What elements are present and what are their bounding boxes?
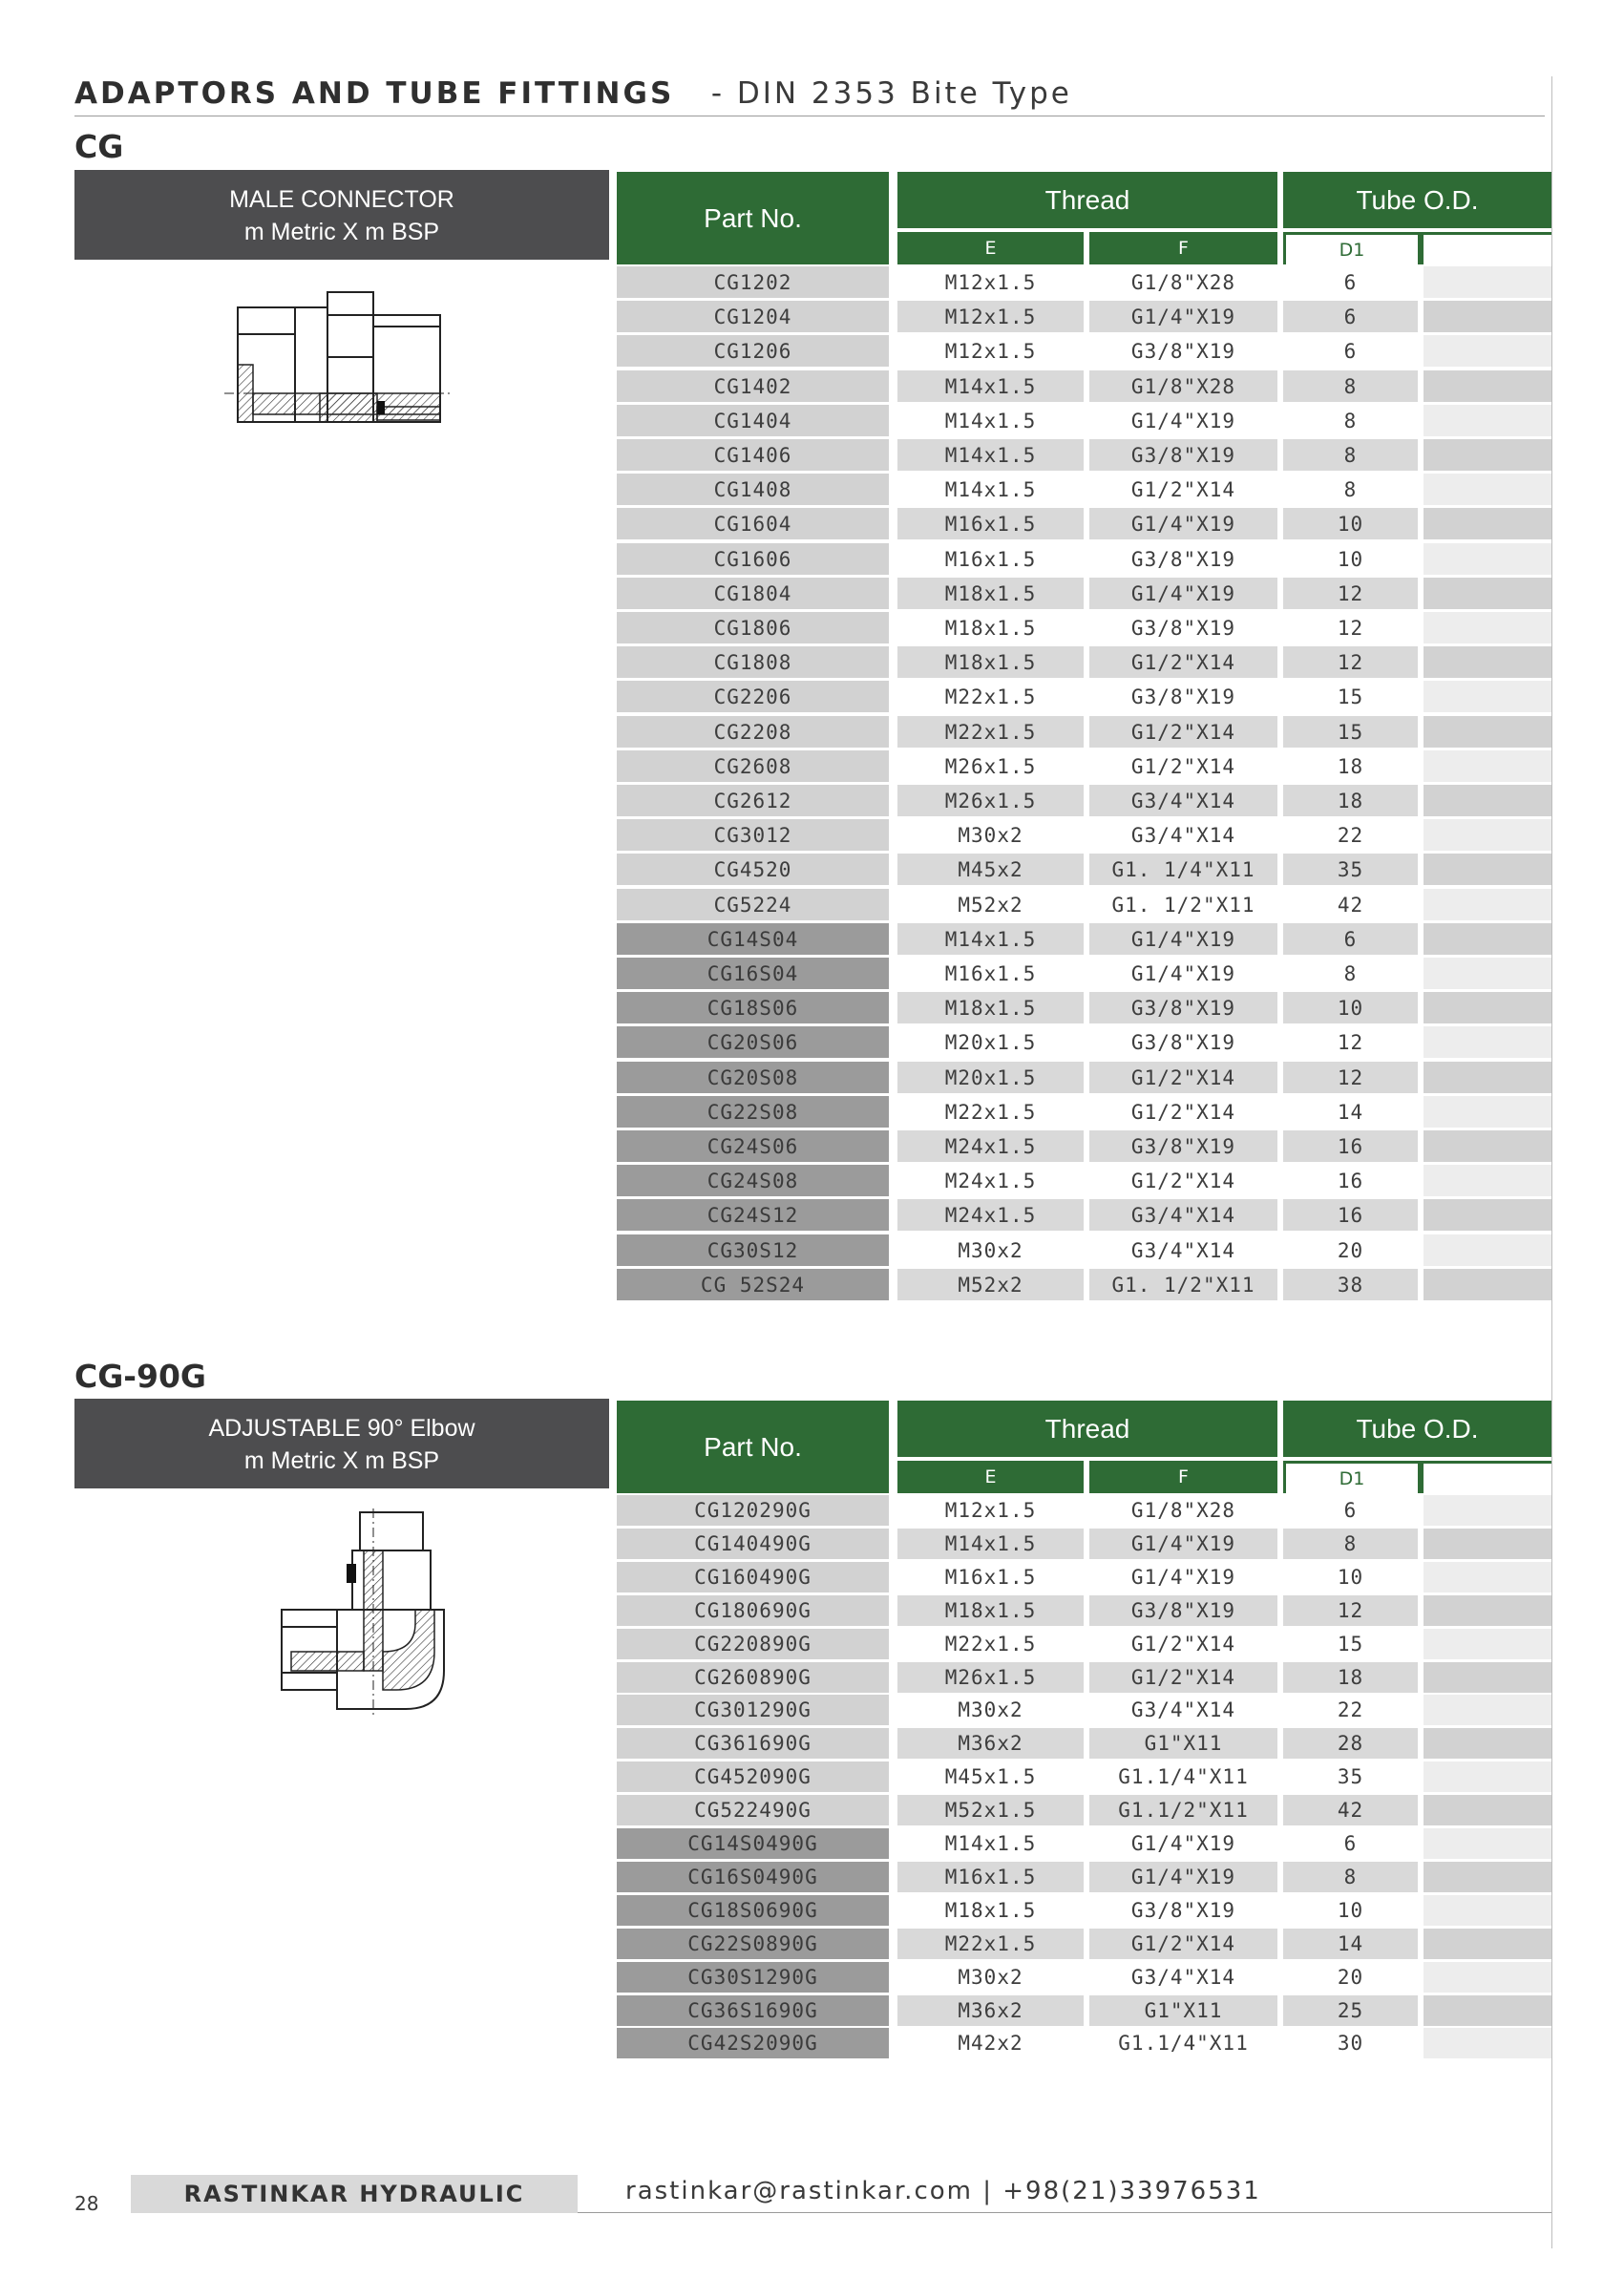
cell-thread-f: G1/2"X14 [1089,1165,1277,1196]
cell-thread-f: G1/2"X14 [1089,1929,1277,1959]
cell-blank [1424,543,1551,575]
cell-thread-f: G1/4"X19 [1089,508,1277,539]
cell-thread-f: G3/8"X19 [1089,1595,1277,1626]
column-header-e: E [897,232,1084,264]
cell-thread-e: M42x2 [897,2028,1084,2058]
cell-tube-od: 8 [1283,439,1418,471]
cell-tube-od: 10 [1283,1562,1418,1592]
cell-tube-od: 28 [1283,1728,1418,1759]
cell-thread-f: G1/8"X28 [1089,370,1277,402]
cell-tube-od: 10 [1283,992,1418,1023]
cell-thread-e: M14x1.5 [897,923,1084,955]
cell-tube-od: 22 [1283,1695,1418,1725]
cell-tube-od: 8 [1283,474,1418,505]
cell-tube-od: 30 [1283,2028,1418,2058]
cell-blank [1424,1795,1551,1825]
column-header-blank [1424,235,1551,264]
cell-part-no: CG1604 [617,508,889,539]
cell-part-no: CG1806 [617,612,889,643]
male-connector-drawing-icon [224,286,453,439]
cell-thread-f: G3/4"X14 [1089,819,1277,851]
cell-blank [1424,1026,1551,1058]
cell-blank [1424,854,1551,885]
cell-thread-e: M14x1.5 [897,474,1084,505]
cell-thread-e: M20x1.5 [897,1062,1084,1093]
cell-thread-f: G1/8"X28 [1089,1495,1277,1526]
footer-divider [578,2212,1551,2213]
cell-part-no: CG2608 [617,750,889,782]
cell-tube-od: 8 [1283,958,1418,989]
cell-part-no: CG16S0490G [617,1862,889,1892]
section-description-cg [74,170,609,260]
cell-part-no: CG1202 [617,266,889,298]
cell-thread-f: G1/2"X14 [1089,750,1277,782]
cell-tube-od: 20 [1283,1962,1418,1993]
cell-tube-od: 14 [1283,1096,1418,1128]
cell-blank [1424,785,1551,816]
cell-blank [1424,2028,1551,2058]
cell-part-no: CG 52S24 [617,1269,889,1300]
cell-thread-e: M16x1.5 [897,1562,1084,1592]
cell-tube-od: 6 [1283,301,1418,332]
cell-thread-e: M18x1.5 [897,612,1084,643]
cell-blank [1424,508,1551,539]
cell-thread-e: M18x1.5 [897,1895,1084,1926]
cell-tube-od: 42 [1283,889,1418,920]
cell-blank [1424,819,1551,851]
cell-tube-od: 6 [1283,266,1418,298]
cell-thread-e: M16x1.5 [897,1862,1084,1892]
cell-thread-f: G1/4"X19 [1089,1862,1277,1892]
cell-blank [1424,1062,1551,1093]
cell-part-no: CG180690G [617,1595,889,1626]
cell-tube-od: 25 [1283,1995,1418,2026]
cell-blank [1424,1695,1551,1725]
cell-thread-e: M22x1.5 [897,1096,1084,1128]
cell-part-no: CG18S0690G [617,1895,889,1926]
cell-part-no: CG140490G [617,1529,889,1559]
cell-thread-f: G1/4"X19 [1089,923,1277,955]
cell-tube-od: 18 [1283,750,1418,782]
cell-thread-e: M30x2 [897,1234,1084,1266]
column-header-d1: D1 [1286,235,1418,264]
cell-thread-e: M18x1.5 [897,992,1084,1023]
cell-blank [1424,681,1551,712]
cell-thread-f: G1.1/2"X11 [1089,1795,1277,1825]
cell-thread-f: G1.1/4"X11 [1089,2028,1277,2058]
cell-tube-od: 8 [1283,370,1418,402]
cell-thread-e: M26x1.5 [897,1662,1084,1693]
section-code-cg: CG [74,128,124,165]
cell-blank [1424,1595,1551,1626]
column-header-thread: Thread [897,1401,1277,1457]
cell-thread-f: G1/8"X28 [1089,266,1277,298]
cell-blank [1424,1828,1551,1859]
cell-tube-od: 10 [1283,508,1418,539]
cell-thread-e: M26x1.5 [897,785,1084,816]
cell-blank [1424,1728,1551,1759]
cell-blank [1424,1096,1551,1128]
cell-thread-e: M18x1.5 [897,578,1084,609]
cell-thread-f: G3/8"X19 [1089,612,1277,643]
cell-thread-f: G3/4"X14 [1089,1199,1277,1231]
cell-thread-e: M26x1.5 [897,750,1084,782]
cell-thread-f: G1/4"X19 [1089,958,1277,989]
cell-thread-f: G1.1/4"X11 [1089,1761,1277,1792]
cell-part-no: CG2208 [617,716,889,748]
cell-thread-e: M52x2 [897,1269,1084,1300]
cell-thread-f: G1/2"X14 [1089,1662,1277,1693]
cell-blank [1424,405,1551,436]
cell-tube-od: 18 [1283,1662,1418,1693]
cell-thread-f: G1/2"X14 [1089,474,1277,505]
cell-part-no: CG1408 [617,474,889,505]
cell-thread-e: M12x1.5 [897,335,1084,367]
header-title-rest: - DIN 2353 Bite Type [710,76,1072,111]
cell-tube-od: 12 [1283,646,1418,678]
cell-blank [1424,1962,1551,1993]
cell-thread-e: M24x1.5 [897,1130,1084,1162]
cell-thread-f: G1. 1/4"X11 [1089,854,1277,885]
cell-blank [1424,1199,1551,1231]
cell-part-no: CG1804 [617,578,889,609]
cell-thread-e: M45x2 [897,854,1084,885]
cell-blank [1424,335,1551,367]
cell-thread-e: M14x1.5 [897,1828,1084,1859]
section-description-cg-90g [74,1399,609,1488]
cell-tube-od: 42 [1283,1795,1418,1825]
cell-thread-e: M14x1.5 [897,439,1084,471]
cell-thread-e: M22x1.5 [897,716,1084,748]
cell-part-no: CG30S1290G [617,1962,889,1993]
column-header-f: F [1089,232,1277,264]
cell-blank [1424,923,1551,955]
cell-blank [1424,958,1551,989]
cell-tube-od: 6 [1283,923,1418,955]
cell-thread-e: M24x1.5 [897,1165,1084,1196]
cell-part-no: CG18S06 [617,992,889,1023]
cell-blank [1424,1165,1551,1196]
cell-blank [1424,1269,1551,1300]
cell-blank [1424,439,1551,471]
cell-tube-od: 16 [1283,1165,1418,1196]
cell-thread-f: G1/2"X14 [1089,716,1277,748]
cell-thread-f: G3/8"X19 [1089,1130,1277,1162]
cell-blank [1424,1562,1551,1592]
cell-blank [1424,1929,1551,1959]
cell-part-no: CG22S0890G [617,1929,889,1959]
cell-blank [1424,266,1551,298]
cell-tube-od: 20 [1283,1234,1418,1266]
cell-part-no: CG14S04 [617,923,889,955]
cell-part-no: CG14S0490G [617,1828,889,1859]
cell-part-no: CG1808 [617,646,889,678]
cell-tube-od: 12 [1283,1062,1418,1093]
column-header-tube-od: Tube O.D. [1283,172,1551,228]
cell-blank [1424,1895,1551,1926]
elbow-fitting-drawing-icon [272,1508,463,1719]
cell-part-no: CG522490G [617,1795,889,1825]
cell-thread-e: M16x1.5 [897,543,1084,575]
column-header-e: E [897,1461,1084,1493]
cell-part-no: CG36S1690G [617,1995,889,2026]
cell-thread-f: G1/4"X19 [1089,578,1277,609]
cell-part-no: CG1606 [617,543,889,575]
cell-blank [1424,474,1551,505]
cell-part-no: CG4520 [617,854,889,885]
cell-part-no: CG3012 [617,819,889,851]
cell-blank [1424,1529,1551,1559]
cell-thread-e: M36x2 [897,1995,1084,2026]
cell-part-no: CG120290G [617,1495,889,1526]
description-line-2: m Metric X m BSP [243,1447,440,1474]
column-header-thread: Thread [897,172,1277,228]
cell-thread-e: M30x2 [897,819,1084,851]
cell-thread-f: G3/8"X19 [1089,543,1277,575]
cell-tube-od: 12 [1283,1026,1418,1058]
cell-thread-f: G3/8"X19 [1089,1895,1277,1926]
cell-part-no: CG5224 [617,889,889,920]
cell-blank [1424,1662,1551,1693]
cell-thread-e: M52x1.5 [897,1795,1084,1825]
cell-tube-od: 10 [1283,543,1418,575]
cell-part-no: CG1402 [617,370,889,402]
cell-blank [1424,1761,1551,1792]
cell-tube-od: 6 [1283,335,1418,367]
cell-blank [1424,1495,1551,1526]
cell-tube-od: 38 [1283,1269,1418,1300]
cell-thread-e: M16x1.5 [897,958,1084,989]
cell-thread-e: M30x2 [897,1695,1084,1725]
cell-thread-e: M22x1.5 [897,1629,1084,1659]
cell-blank [1424,578,1551,609]
cell-thread-e: M20x1.5 [897,1026,1084,1058]
cell-part-no: CG22S08 [617,1096,889,1128]
cell-thread-e: M16x1.5 [897,508,1084,539]
cell-thread-f: G1. 1/2"X11 [1089,889,1277,920]
cell-tube-od: 12 [1283,1595,1418,1626]
cell-thread-e: M14x1.5 [897,370,1084,402]
right-margin-line [1551,76,1552,2248]
footer-brand: RASTINKAR HYDRAULIC [131,2175,578,2213]
cell-blank [1424,716,1551,748]
cell-thread-f: G1"X11 [1089,1728,1277,1759]
cell-blank [1424,646,1551,678]
cell-thread-f: G1/2"X14 [1089,646,1277,678]
cell-blank [1424,612,1551,643]
page-number: 28 [74,2192,99,2215]
cell-part-no: CG2206 [617,681,889,712]
cell-part-no: CG361690G [617,1728,889,1759]
cell-thread-f: G3/8"X19 [1089,1026,1277,1058]
page-header [74,76,1072,111]
cell-part-no: CG1204 [617,301,889,332]
cell-part-no: CG42S2090G [617,2028,889,2058]
cell-tube-od: 6 [1283,1495,1418,1526]
cell-part-no: CG16S04 [617,958,889,989]
cell-thread-f: G1/2"X14 [1089,1062,1277,1093]
cell-part-no: CG24S12 [617,1199,889,1231]
cell-blank [1424,889,1551,920]
cell-tube-od: 35 [1283,854,1418,885]
cell-part-no: CG1404 [617,405,889,436]
column-header-part-no: Part No. [617,1401,889,1493]
column-header-blank [1424,1464,1551,1493]
cell-part-no: CG30S12 [617,1234,889,1266]
description-line-2: m Metric X m BSP [243,219,440,245]
cell-blank [1424,1234,1551,1266]
cell-blank [1424,750,1551,782]
cell-thread-e: M18x1.5 [897,1595,1084,1626]
cell-thread-e: M22x1.5 [897,681,1084,712]
cell-thread-f: G1. 1/2"X11 [1089,1269,1277,1300]
cell-thread-e: M22x1.5 [897,1929,1084,1959]
cell-thread-e: M12x1.5 [897,301,1084,332]
column-header-f: F [1089,1461,1277,1493]
cell-tube-od: 10 [1283,1895,1418,1926]
cell-part-no: CG301290G [617,1695,889,1725]
cell-part-no: CG260890G [617,1662,889,1693]
cell-tube-od: 16 [1283,1199,1418,1231]
cell-part-no: CG20S08 [617,1062,889,1093]
cell-tube-od: 15 [1283,681,1418,712]
cell-thread-e: M18x1.5 [897,646,1084,678]
cell-part-no: CG160490G [617,1562,889,1592]
cell-thread-e: M45x1.5 [897,1761,1084,1792]
cell-thread-f: G3/4"X14 [1089,1962,1277,1993]
cell-thread-f: G1/4"X19 [1089,405,1277,436]
column-header-d1: D1 [1286,1464,1418,1493]
section-code-cg-90g: CG-90G [74,1358,207,1395]
cell-thread-f: G3/8"X19 [1089,681,1277,712]
cell-part-no: CG24S08 [617,1165,889,1196]
cell-tube-od: 12 [1283,612,1418,643]
cell-part-no: CG24S06 [617,1130,889,1162]
cell-part-no: CG20S06 [617,1026,889,1058]
cell-blank [1424,1995,1551,2026]
cell-tube-od: 16 [1283,1130,1418,1162]
cell-part-no: CG1406 [617,439,889,471]
column-header-tube-od: Tube O.D. [1283,1401,1551,1457]
cell-blank [1424,1130,1551,1162]
cell-part-no: CG220890G [617,1629,889,1659]
cell-thread-f: G1/2"X14 [1089,1096,1277,1128]
cell-part-no: CG452090G [617,1761,889,1792]
footer-contact: rastinkar@rastinkar.com | +98(21)33976531 [625,2177,1261,2205]
cell-tube-od: 22 [1283,819,1418,851]
cell-thread-f: G1/4"X19 [1089,1529,1277,1559]
cell-thread-f: G3/8"X19 [1089,439,1277,471]
cell-tube-od: 15 [1283,716,1418,748]
cell-tube-od: 18 [1283,785,1418,816]
description-line-1: ADJUSTABLE 90° Elbow [208,1415,475,1442]
cell-tube-od: 6 [1283,1828,1418,1859]
header-title-bold: ADAPTORS AND TUBE FITTINGS [74,76,675,111]
description-line-1: MALE CONNECTOR [229,186,454,213]
cell-tube-od: 12 [1283,578,1418,609]
cell-blank [1424,301,1551,332]
cell-thread-e: M36x2 [897,1728,1084,1759]
cell-thread-f: G3/4"X14 [1089,1695,1277,1725]
cell-thread-f: G3/4"X14 [1089,785,1277,816]
cell-tube-od: 8 [1283,405,1418,436]
cell-tube-od: 35 [1283,1761,1418,1792]
cell-thread-e: M30x2 [897,1962,1084,1993]
cell-blank [1424,1862,1551,1892]
cell-thread-f: G3/8"X19 [1089,992,1277,1023]
cell-thread-e: M24x1.5 [897,1199,1084,1231]
cell-thread-e: M52x2 [897,889,1084,920]
cell-thread-f: G1/4"X19 [1089,1562,1277,1592]
cell-thread-f: G3/8"X19 [1089,335,1277,367]
column-header-part-no: Part No. [617,172,889,264]
cell-thread-f: G3/4"X14 [1089,1234,1277,1266]
cell-thread-f: G1/4"X19 [1089,1828,1277,1859]
cell-blank [1424,1629,1551,1659]
cell-tube-od: 15 [1283,1629,1418,1659]
cell-thread-e: M12x1.5 [897,1495,1084,1526]
cell-thread-f: G1/2"X14 [1089,1629,1277,1659]
cell-thread-e: M14x1.5 [897,405,1084,436]
cell-tube-od: 14 [1283,1929,1418,1959]
cell-blank [1424,992,1551,1023]
cell-blank [1424,370,1551,402]
cell-thread-e: M12x1.5 [897,266,1084,298]
cell-part-no: CG2612 [617,785,889,816]
cell-thread-f: G1"X11 [1089,1995,1277,2026]
cell-thread-e: M14x1.5 [897,1529,1084,1559]
cell-thread-f: G1/4"X19 [1089,301,1277,332]
cell-tube-od: 8 [1283,1529,1418,1559]
cell-tube-od: 8 [1283,1862,1418,1892]
cell-part-no: CG1206 [617,335,889,367]
